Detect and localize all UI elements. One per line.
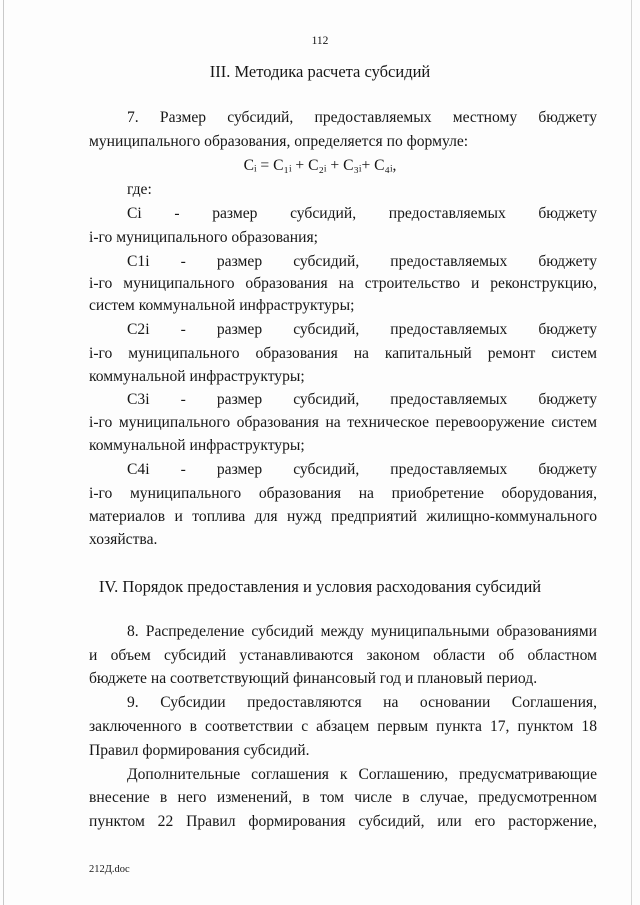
- paragraph-9-line: 9. Субсидии предоставляются на основании Соглашения,: [127, 694, 597, 711]
- c4i-definition-line: материалов и топлива для нужд предприятий жилищно-коммунального: [89, 508, 597, 525]
- c4i-definition-line: хозяйства.: [89, 531, 158, 548]
- paragraph-7-line: 7. Размер субсидий, предоставляемых местному бюджету: [127, 109, 597, 126]
- paragraph-10-line: внесение в него изменений, в том числе в случае, предусмотренном: [89, 789, 597, 806]
- paragraph-10-line: Дополнительные соглашения к Соглашению, предусматривающие: [127, 766, 597, 783]
- paragraph-10-line: пунктом 22 Правил формирования субсидий, или его расторжение,: [89, 813, 597, 830]
- paragraph-8-line: 8. Распределение субсидий между муниципальными образованиями: [127, 623, 597, 640]
- c4i-definition-line: i-го муниципального образования на приобретение оборудования,: [89, 485, 597, 502]
- paragraph-8-line: бюджете на соответствующий финансовый год и плановый период.: [89, 670, 538, 687]
- c3i-definition-line: i-го муниципального образования на техническое перевооружение систем: [89, 414, 597, 431]
- footer-filename: 212Д.doc: [89, 864, 130, 875]
- ci-definition-line: i-го муниципального образования;: [89, 229, 319, 246]
- c2i-definition-line: C2i - размер субсидий, предоставляемых бюджету: [127, 321, 597, 338]
- c1i-definition-line: i-го муниципального образования на строительство и реконструкцию,: [89, 275, 597, 292]
- section-3-heading: III. Методика расчета субсидий: [209, 62, 431, 81]
- subsidy-formula: Cᵢ = C₁ᵢ + C₂ᵢ + C₃ᵢ+ C₄ᵢ,: [243, 157, 397, 174]
- scan-edge-left: [3, 0, 4, 905]
- paragraph-7-line: муниципального образования, определяется по формуле:: [89, 133, 469, 150]
- c4i-definition-line: C4i - размер субсидий, предоставляемых бюджету: [127, 461, 597, 478]
- section-4-heading: IV. Порядок предоставления и условия расходования субсидий: [98, 577, 542, 596]
- ci-definition-line: Ci - размер субсидий, предоставляемых бюджету: [127, 205, 597, 222]
- c1i-definition-line: систем коммунальной инфраструктуры;: [89, 297, 355, 314]
- paragraph-8-line: и объем субсидий устанавливаются законом области об областном: [89, 647, 597, 664]
- paragraph-9-line: Правил формирования субсидий.: [89, 742, 310, 759]
- c2i-definition-line: i-го муниципального образования на капитальный ремонт систем: [89, 345, 597, 362]
- paragraph-9-line: заключенного в соответствии с абзацем первым пункта 17, пунктом 18: [89, 718, 597, 735]
- c1i-definition-line: C1i - размер субсидий, предоставляемых бюджету: [127, 253, 597, 270]
- scan-edge-right: [631, 0, 632, 905]
- c3i-definition-line: коммунальной инфраструктуры;: [89, 437, 305, 454]
- page-number: 112: [311, 35, 329, 47]
- c3i-definition-line: C3i - размер субсидий, предоставляемых бюджету: [127, 391, 597, 408]
- where-label: где:: [127, 181, 152, 198]
- c2i-definition-line: коммунальной инфраструктуры;: [89, 368, 305, 385]
